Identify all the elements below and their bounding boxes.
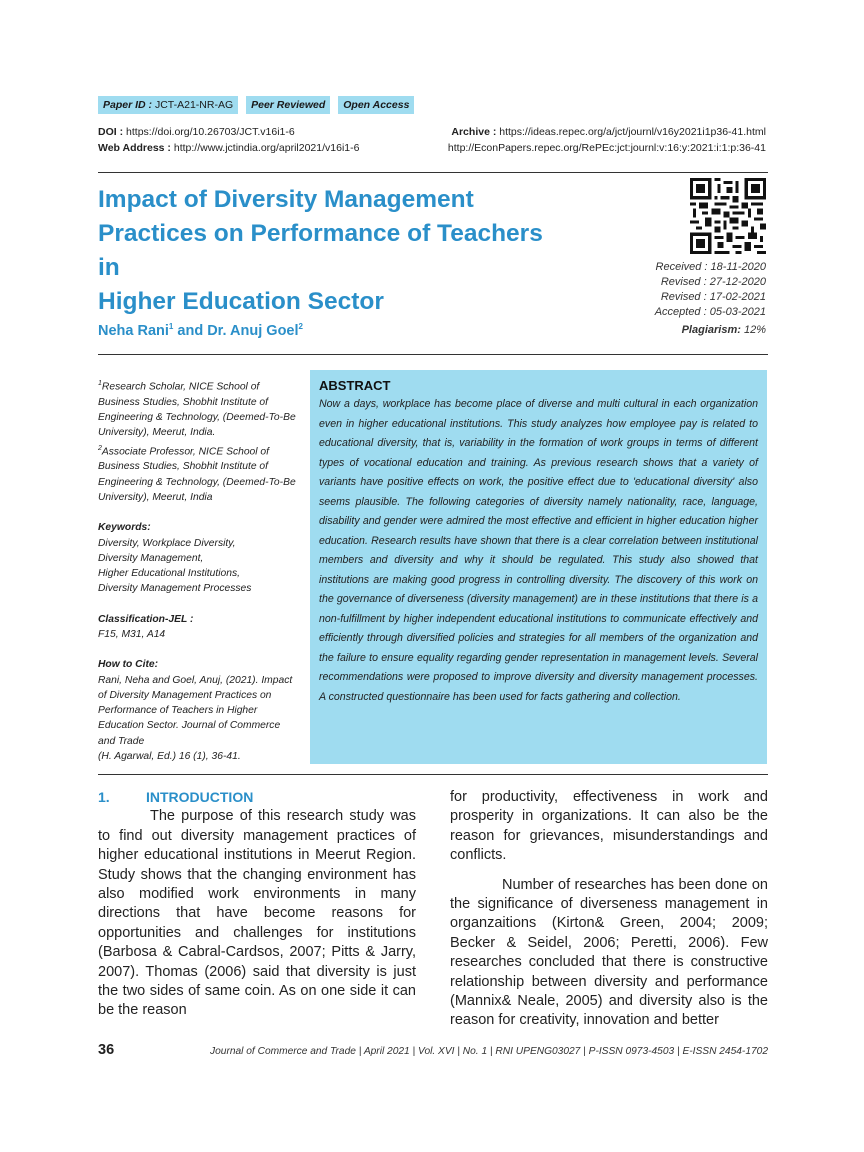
author-rule: [98, 354, 768, 355]
archive-label: Archive :: [451, 126, 497, 138]
page-number: 36: [98, 1042, 115, 1058]
keyword-1: Diversity, Workplace Diversity,: [98, 537, 236, 549]
keyword-4: Diversity Management Processes: [98, 583, 252, 595]
sidebar-info: [98, 376, 296, 764]
affiliation-1: [98, 376, 296, 441]
qr-code-icon: [690, 178, 766, 254]
title-line-1: Impact of Diversity Management: [98, 186, 474, 213]
classification-heading: Classification-JEL :: [98, 613, 194, 625]
doi-label: DOI :: [98, 126, 124, 138]
aff1-sup: 1: [98, 380, 102, 387]
accepted-date: Accepted : 05-03-2021: [654, 306, 766, 318]
keyword-2: Diversity Management,: [98, 552, 204, 564]
intro-paragraph-3: Number of researches has been done on the significance of diverseness management in organzaitions (Kirton& Green, 2004; 2009; Becker & Seidel, 2006; Peretti, 2006). Few researches concluded that there is constructive relationship between diversity and performance (Mannix& Neale, 2005) and diversity also is the reason for creativity, innovation and better: [450, 876, 768, 1029]
section-heading: [98, 788, 416, 807]
abstract-rule: [98, 774, 768, 775]
author-1-sup: 1: [168, 322, 174, 331]
plagiarism-label: Plagiarism:: [681, 324, 741, 336]
journal-info: Journal of Commerce and Trade | April 2021 | Vol. XVI | No. 1 | RNI UPENG03027 | P-ISSN 0973-4503 | E-ISSN 2454-1702: [210, 1046, 768, 1057]
page-footer: [98, 1042, 768, 1058]
abstract-text: Now a days, workplace has become place of diverse and multi cultural in each organization even in higher educational institutions. This study analyzes how employee pay is related to educational diversity, that is, variability in the formation of work groups in terms of different types of vocational education and training. As previous research shows that a variety of variants have positive effects on work, the positive effect due to 'educational diversity' also seems plausible. The following categories of diversity namely nationality, race, language, disability and gender were admired the most effective and efficient in higher education higher education. Research results have shown that there is a clear correlation between institutional members and diversity and why it should be regulated. This study also showed that institutions are making good progress in controlling diversity. The discovery of this work on the governance of diverseness (diversity management) are in these institutions that there is a non-fulfillment by higher independent educational institutions to communicate effectively and efficiently through diversified policies and strategies for all members of the organization and the failure to ensure equality regarding gender representation in management levels. Several recommendations were proposed to improve diversity and diversity management processes. A constructed questionnaire has been used for facts gathering and collection.: [319, 398, 758, 703]
archive-block: [448, 124, 766, 156]
revised-date-1: Revised : 27-12-2020: [660, 276, 766, 288]
abstract-heading: ABSTRACT: [319, 378, 391, 393]
citation-editor: (H. Agarwal, Ed.) 16 (1), 36-41.: [98, 751, 241, 763]
doi-block: [98, 124, 359, 156]
author-2: and Dr. Anuj Goel: [173, 322, 299, 339]
web-label: Web Address :: [98, 142, 171, 154]
archive-link[interactable]: https://ideas.repec.org/a/jct/journl/v16y2021i1p36-41.html: [499, 126, 766, 138]
header-badges: [98, 96, 414, 114]
paper-id-badge: [98, 96, 238, 114]
author-line: [98, 322, 303, 339]
econpapers-link[interactable]: http://EconPapers.repec.org/RePEc:jct:journl:v:16:y:2021:i:1:p:36-41: [447, 142, 766, 154]
body-column-1: [98, 788, 416, 1021]
paper-id-value: JCT-A21-NR-AG: [154, 99, 234, 111]
doi-link[interactable]: https://doi.org/10.26703/JCT.v16i1-6: [126, 126, 295, 138]
intro-paragraph-2: for productivity, effectiveness in work and prosperity in organizations. It can also be the reason for grievances, misunderstandings and conflicts.: [450, 789, 768, 864]
keyword-3: Higher Educational Institutions,: [98, 568, 240, 580]
plagiarism-info: [682, 324, 766, 336]
abstract-box: [310, 370, 767, 764]
received-date: Received : 18-11-2020: [655, 261, 766, 273]
title-line-2: Practices on Performance of Teachers in: [98, 220, 543, 281]
web-link[interactable]: http://www.jctindia.org/april2021/v16i1-6: [173, 142, 360, 154]
keywords-heading: Keywords:: [98, 522, 151, 534]
section-title: INTRODUCTION: [146, 789, 254, 805]
affiliation-2: [98, 441, 296, 506]
revised-date-2: Revised : 17-02-2021: [660, 291, 766, 303]
intro-paragraph-1: The purpose of this research study was to find out diversity management practices of higher educational institutions in Meerut Region. Study shows that the changing environment has also modified work environments in many directions that have become reasons for opportunities and challenges for institutions (Barbosa & Cabral-Cardsos, 2007; Pitts & Jarry, 2007). Thomas (2006) said that diversity is just the two sides of same coin. As on one side it can be the reason: [98, 808, 416, 1019]
aff1-text: Research Scholar, NICE School of Business Studies, Shobhit Institute of Engineering & Technology, (Deemed-To-Be University), Meerut, India.: [98, 381, 296, 439]
plagiarism-value: 12%: [743, 324, 766, 336]
aff2-text: Associate Professor, NICE School of Business Studies, Shobhit Institute of Engineering & Technology, (Deemed-To-Be University), Meerut, India: [98, 446, 296, 503]
citation-heading: How to Cite:: [98, 659, 159, 671]
header-rule: [98, 172, 768, 173]
open-access-badge: Open Access: [338, 96, 414, 114]
paper-title: [98, 183, 568, 319]
submission-dates: [655, 260, 766, 320]
classification-value: F15, M31, A14: [98, 629, 166, 640]
body-column-2: [450, 788, 768, 1031]
author-1: Neha Rani: [98, 322, 169, 339]
paper-id-label: Paper ID :: [103, 99, 153, 111]
citation-text: Rani, Neha and Goel, Anuj, (2021). Impact of Diversity Management Practices on Performance of Teachers in Higher Education Sector. Journal of Commerce and Trade: [98, 674, 293, 747]
author-2-sup: 2: [298, 322, 303, 331]
peer-reviewed-badge: Peer Reviewed: [246, 96, 330, 114]
aff2-sup: 2: [98, 444, 102, 452]
title-line-3: Higher Education Sector: [98, 288, 384, 315]
section-number: 1.: [98, 789, 110, 805]
